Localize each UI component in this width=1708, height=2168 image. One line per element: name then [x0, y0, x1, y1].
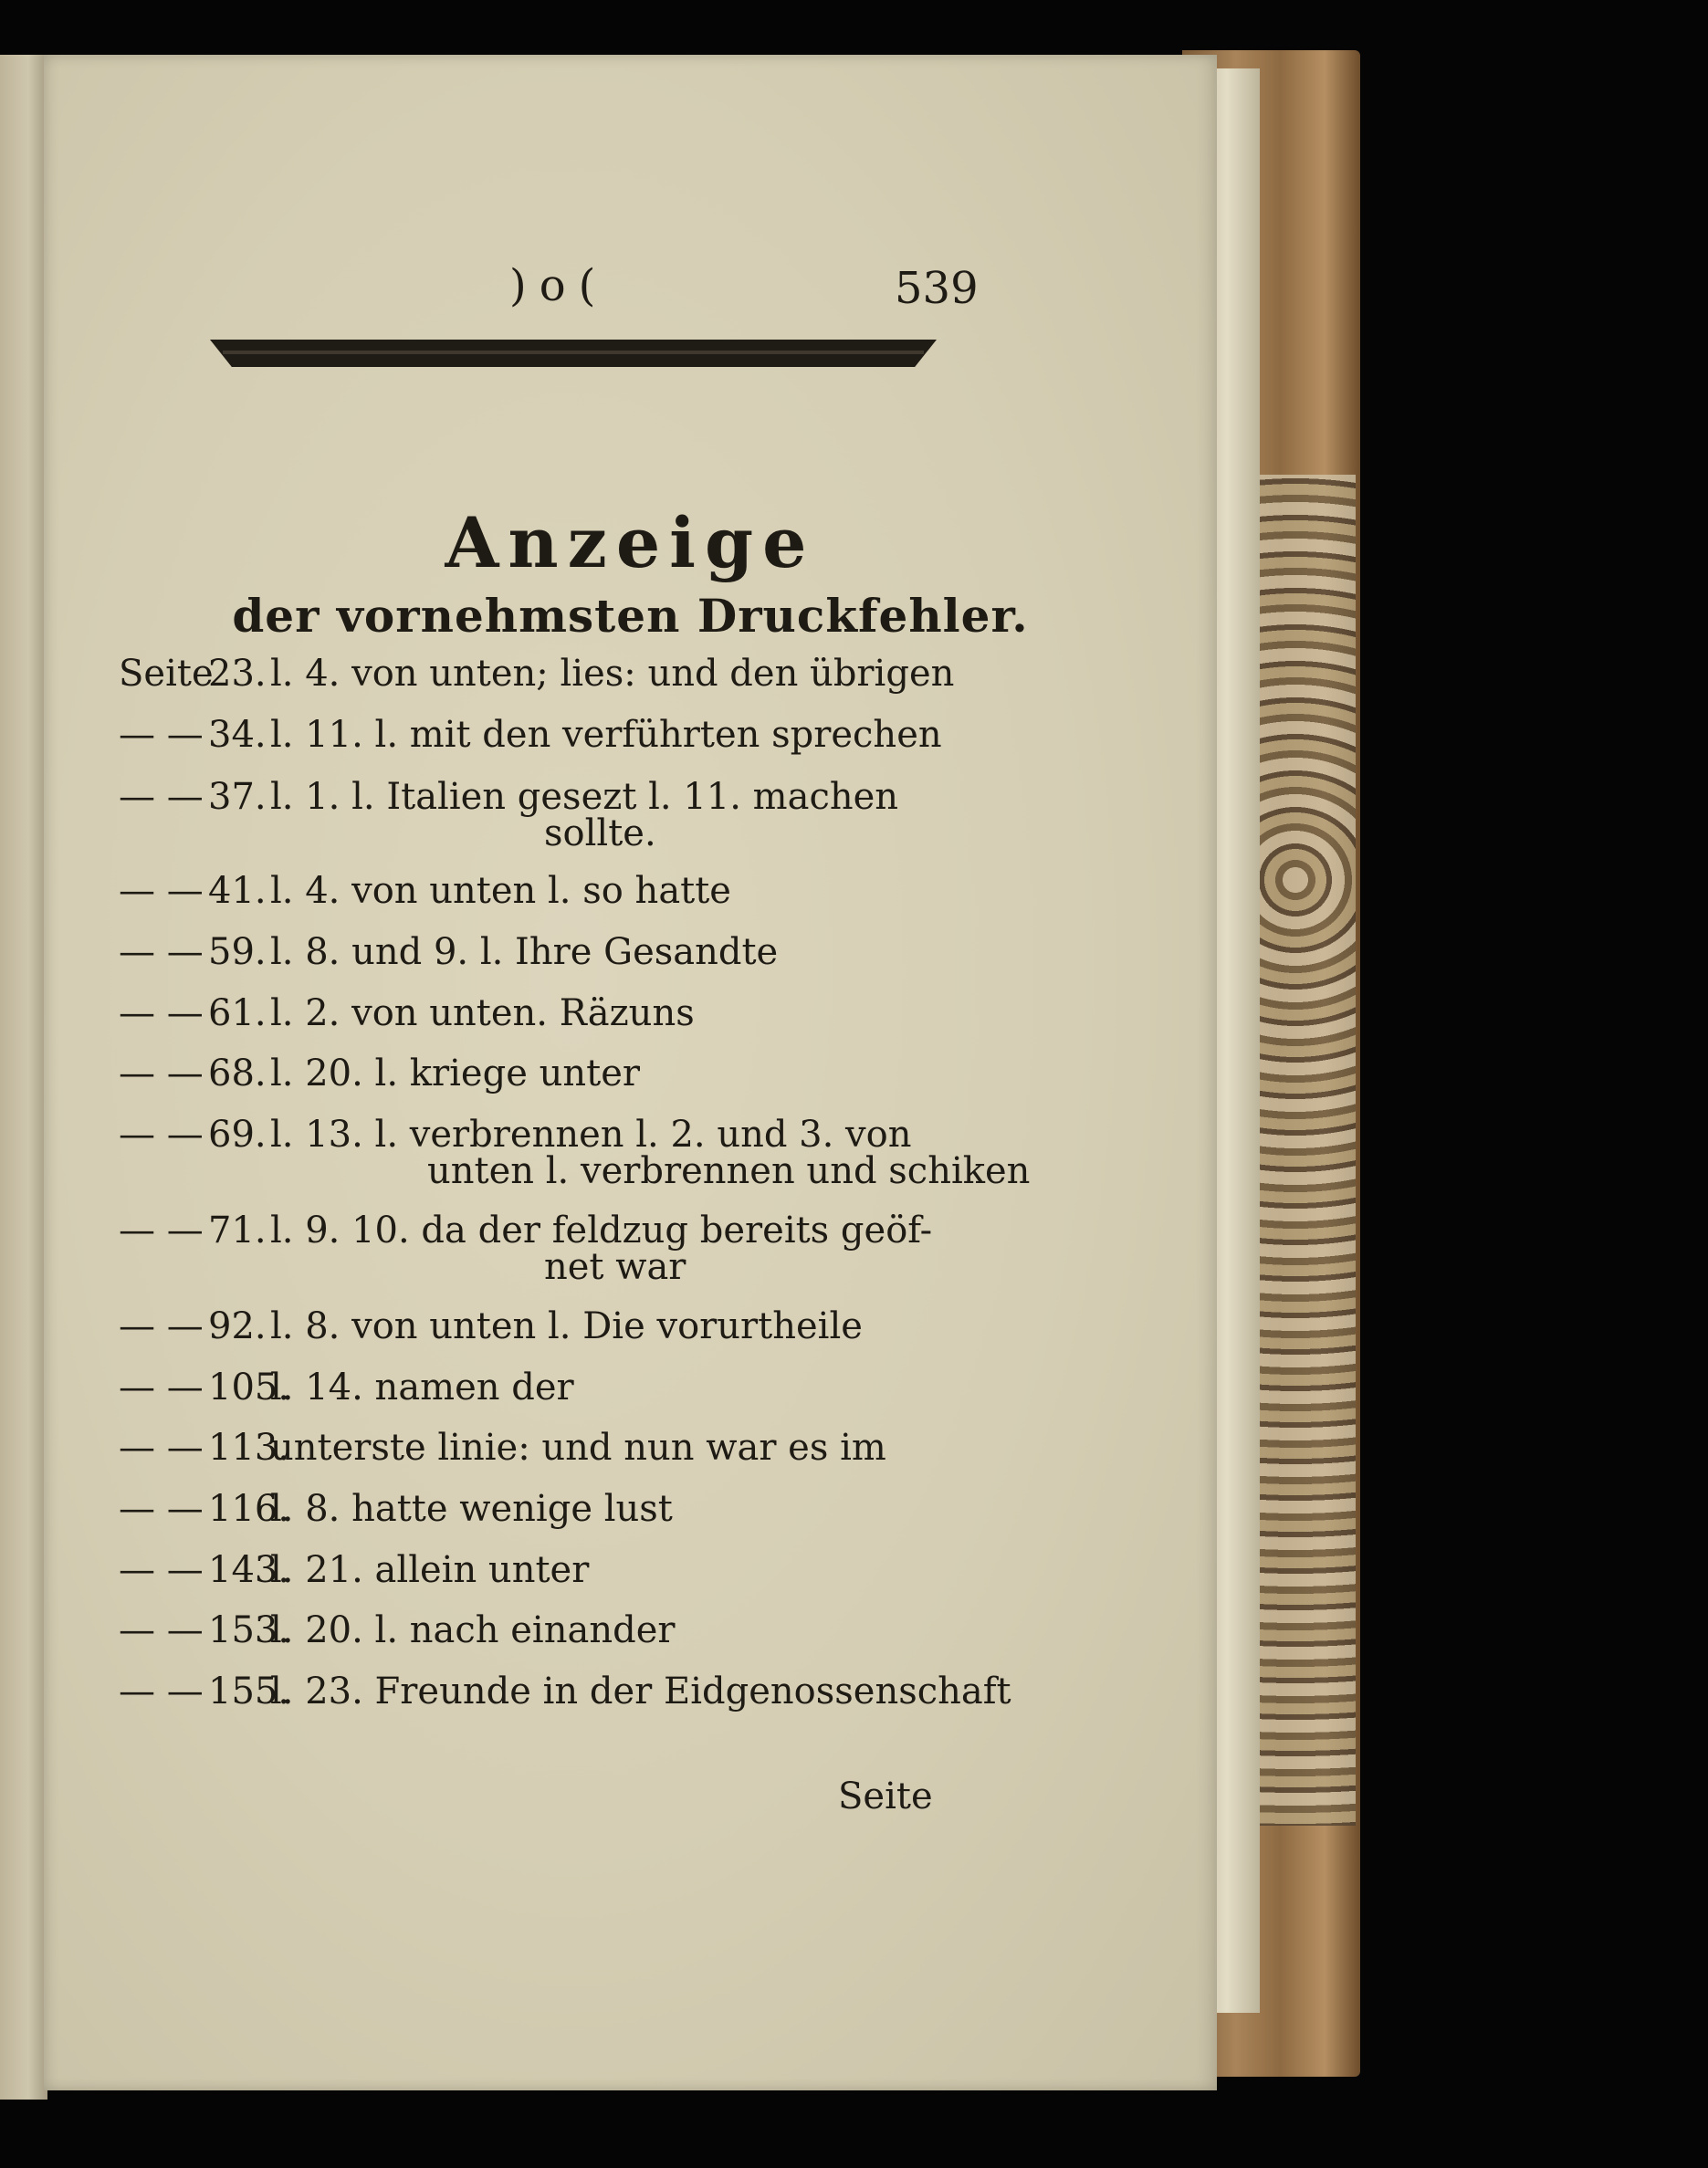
- marbled-cover-paper: [1255, 475, 1356, 1826]
- errata-entry: [44, 653, 1217, 707]
- errata-entry: [44, 1609, 1217, 1664]
- entry-text: l. 20. l. nach einander: [270, 1609, 676, 1651]
- entry-text: l. 4. von unten; lies: und den übrigen: [270, 653, 955, 695]
- entry-text: l. 11. l. mit den verführten sprechen: [270, 714, 942, 756]
- book-page: [44, 55, 1217, 2090]
- errata-entry: [44, 1053, 1217, 1107]
- header-rule: [210, 340, 937, 367]
- entry-page: 41.: [208, 870, 267, 912]
- entry-text: l. 23. Freunde in der Eidgenossenschaft: [270, 1671, 1011, 1712]
- entry-page: 92.: [208, 1305, 267, 1347]
- entry-page: 113.: [208, 1427, 290, 1469]
- entry-page: 37.: [208, 776, 267, 818]
- entry-lead: — —: [119, 870, 204, 912]
- entry-lead: — —: [119, 1210, 204, 1252]
- running-head: )o(: [509, 260, 609, 311]
- entry-lead: — —: [119, 1609, 204, 1651]
- previous-page-edge: [0, 55, 47, 2100]
- entry-lead: — —: [119, 1305, 204, 1347]
- entry-text: l. 2. von unten. Räzuns: [270, 992, 695, 1034]
- entry-continuation: unten l. verbrennen und schiken: [427, 1150, 1031, 1192]
- errata-entry: [44, 1367, 1217, 1421]
- entry-page: 116.: [208, 1488, 290, 1530]
- errata-entry: [44, 1549, 1217, 1604]
- entry-page: 153.: [208, 1609, 290, 1651]
- entry-page: 155.: [208, 1671, 290, 1712]
- errata-entry: [44, 1671, 1217, 1725]
- entry-text: unterste linie: und nun war es im: [270, 1427, 886, 1469]
- entry-lead: Seite: [119, 653, 214, 695]
- errata-entry: [44, 931, 1217, 986]
- entry-lead: — —: [119, 776, 204, 818]
- entry-page: 34.: [208, 714, 267, 756]
- entry-text: l. 8. von unten l. Die vorurtheile: [270, 1305, 863, 1347]
- entry-lead: — —: [119, 714, 204, 756]
- entry-text: l. 9. 10. da der feldzug bereits geöf-: [270, 1210, 933, 1252]
- entry-page: 71.: [208, 1210, 267, 1252]
- entry-lead: — —: [119, 1671, 204, 1712]
- entry-text: l. 20. l. kriege unter: [270, 1053, 640, 1094]
- entry-lead: — —: [119, 1549, 204, 1591]
- catchword: Seite: [838, 1775, 933, 1817]
- entry-page: 69.: [208, 1114, 267, 1156]
- entry-lead: — —: [119, 1367, 204, 1409]
- entry-text: l. 13. l. verbrennen l. 2. und 3. von: [270, 1114, 912, 1156]
- errata-entry: [44, 1488, 1217, 1543]
- entry-text: l. 8. hatte wenige lust: [270, 1488, 673, 1530]
- entry-page: 59.: [208, 931, 267, 973]
- errata-entry: [44, 992, 1217, 1047]
- entry-lead: — —: [119, 1053, 204, 1094]
- entry-text: l. 8. und 9. l. Ihre Gesandte: [270, 931, 779, 973]
- errata-entry: [44, 714, 1217, 769]
- errata-entry: [44, 1427, 1217, 1482]
- page-subtitle: der vornehmsten Druckfehler.: [232, 589, 1029, 643]
- entry-continuation: sollte.: [544, 812, 656, 854]
- entry-lead: — —: [119, 931, 204, 973]
- entry-text: l. 14. namen der: [270, 1367, 574, 1409]
- entry-lead: — —: [119, 1488, 204, 1530]
- entry-text: l. 1. l. Italien gesezt l. 11. machen: [270, 776, 899, 818]
- entry-continuation: net war: [544, 1246, 686, 1288]
- entry-lead: — —: [119, 992, 204, 1034]
- entry-page: 143.: [208, 1549, 290, 1591]
- entry-page: 105.: [208, 1367, 290, 1409]
- entry-text: l. 4. von unten l. so hatte: [270, 870, 731, 912]
- entry-text: l. 21. allein unter: [270, 1549, 590, 1591]
- page-number: 539: [895, 263, 979, 314]
- page-title: Anzeige: [445, 502, 816, 583]
- errata-entry: [44, 1305, 1217, 1360]
- entry-page: 61.: [208, 992, 267, 1034]
- entry-lead: — —: [119, 1427, 204, 1469]
- entry-page: 68.: [208, 1053, 267, 1094]
- errata-entry: [44, 870, 1217, 925]
- entry-page: 23.: [208, 653, 267, 695]
- entry-lead: — —: [119, 1114, 204, 1156]
